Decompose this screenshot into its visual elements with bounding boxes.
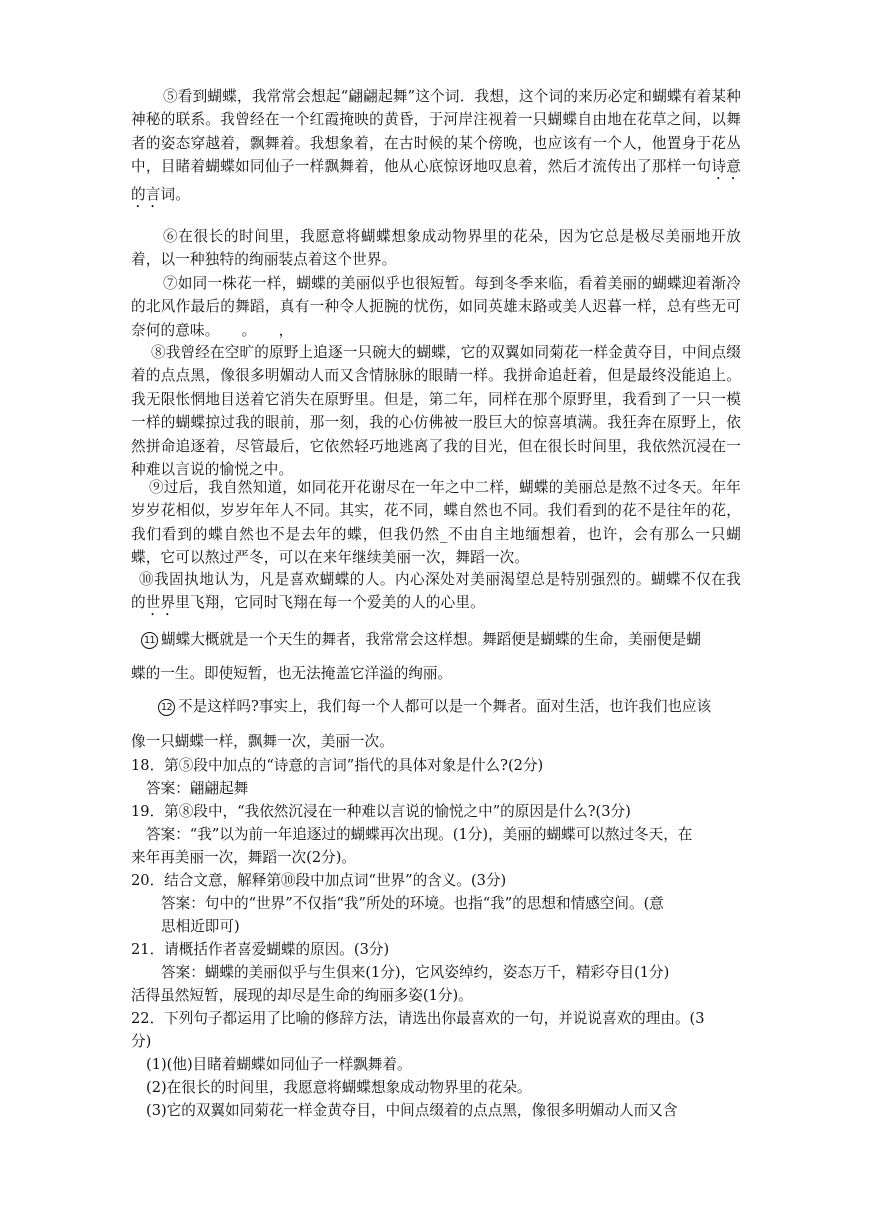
question-22-line-2: 分): [131, 1033, 152, 1050]
question-22-line-1: 22．下列句子都运用了比喻的修辞方法，请选出你最喜欢的一句，并说说喜欢的理由。(3: [131, 1010, 705, 1027]
paragraph-7: ⑦如同一株花一样，蝴蝶的美丽似乎也很短暂。每到冬季来临，看着美丽的蝴蝶迎着渐冷的北风作最后的舞蹈，真有一种令人扼腕的忧伤，如同英雄末路或美人迟暮一样，总有些无可奈何的意味。 。 ，: [131, 275, 741, 339]
emphasized-phrase-poetic-words: 诗意的言: [131, 158, 741, 204]
paragraph-12-line-1: [158, 697, 711, 717]
paragraph-9: ⑨过后，我自然知道，如同花开花谢尽在一年之中二样，蝴蝶的美丽总是熬不过冬天。年年岁岁花相似，岁岁年年人不同。其实，花不同，蝶自然也不同。我们看到的花不是往年的花，我们看到的蝶自然也不是去年的蝶，但我仍然_不由自主地缅想着，也许，会有那么一只蝴蝶，它可以熬过严冬，可以在来年继续美丽一次，舞蹈一次。: [131, 479, 741, 567]
answer-21-line-2: 活得虽然短暂，展现的却尽是生命的绚丽多姿(1分)。: [131, 987, 473, 1004]
paragraph-12-line-2: 像一只蝴蝶一样，飘舞一次，美丽一次。: [131, 733, 394, 750]
paragraph-10-tail: 里飞翔，它同时飞翔在每一个爱美的人的心里。: [175, 594, 485, 612]
question-22-option-3: (3)它的双翼如同菊花一样金黄夺目，中间点缀着的点点黑，像很多明媚动人而又含: [146, 1102, 678, 1119]
paragraph-5: [131, 85, 741, 211]
paragraph-11-line-1: [141, 630, 701, 650]
emphasized-word-world: 世界: [145, 594, 176, 612]
paragraph-6: ⑥在很长的时间里，我愿意将蝴蝶想象成动物界里的花朵，因为它总是极尽美丽地开放着，以一种独特的绚丽装点着这个世界。: [131, 228, 741, 269]
paragraph-10-text: ⑩我固执地认为，凡是喜欢蝴蝶的人。内心深处对美丽渴望总是特别强烈的。蝴蝶不仅在我的: [131, 571, 741, 612]
answer-19-line-1: 答案：“我”以为前一年追逐过的蝴蝶再次出现。(1分)，美丽的蝴蝶可以熬过冬天，在: [146, 826, 693, 843]
paragraph-10: [131, 568, 741, 619]
question-22-option-1: (1)(他)目睹着蝴蝶如同仙子一样飘舞着。: [146, 1056, 412, 1073]
paragraph-12-text: 不是这样吗?事实上，我们每一个人都可以是一个舞者。面对生活，也许我们也应该: [178, 698, 712, 715]
paragraph-11-text: 蝴蝶大概就是一个天生的舞者，我常常会这样想。舞蹈便是蝴蝶的生命，美丽便是蝴: [161, 631, 701, 648]
paragraph-5-tail: 词。: [160, 186, 190, 204]
answer-19-line-2: 来年再美丽一次，舞蹈一次(2分)。: [131, 849, 356, 866]
answer-21-line-1: 答案：蝴蝶的美丽似乎与生俱来(1分)，它风姿绰约，姿态万千，精彩夺目(1分): [161, 964, 670, 981]
answer-20-line-1: 答案：句中的“世界”不仅指“我”所处的环境。也指“我”的思想和情感空间。(意: [161, 895, 664, 912]
answer-18: 答案：翩翩起舞: [146, 780, 249, 797]
circled-number-11: 11: [141, 632, 158, 649]
question-21: 21．请概括作者喜爱蝴蝶的原因。(3分): [131, 941, 390, 958]
paragraph-11-line-2: 蝶的一生。即使短暂，也无法掩盖它洋溢的绚丽。: [131, 665, 453, 682]
answer-20-line-2: 思相近即可): [161, 918, 240, 935]
paragraph-5-text: ⑤看到蝴蝶，我常常会想起“翩翩起舞”这个词．我想，这个词的来历必定和蝴蝶有着某种神秘的联系。我曾经在一个红霞掩映的黄昏，于河岸注视着一只蝴蝶自由地在花草之间，以舞者的姿态穿越着，飘舞着。我想象着，在古时候的某个傍晚，也应该有一个人，他置身于花丛中，目睹着蝴蝶如同仙子一样飘舞着，他从心底惊讶地叹息着，然后才流传出了那样一句: [131, 88, 741, 176]
question-22-option-2: (2)在很长的时间里，我愿意将蝴蝶想象成动物界里的花朵。: [146, 1079, 532, 1096]
question-20: 20．结合文意，解释第⑩段中加点词“世界”的含义。(3分): [131, 872, 507, 889]
question-19: 19．第⑧段中，“我依然沉浸在一种难以言说的愉悦之中”的原因是什么?(3分): [131, 803, 631, 820]
paragraph-8: ⑧我曾经在空旷的原野上追逐一只碗大的蝴蝶，它的双翼如同菊花一样金黄夺目，中间点缀着的点点黑，像很多明媚动人而又含情脉脉的眼睛一样。我拼命追赶着，但是最终没能追上。我无限怅惘地目送着它消失在原野里。但是，第二年，同样在那个原野里，我看到了一只一模一样的蝴蝶掠过我的眼前，那一刻，我的心仿佛被一股巨大的惊喜填满。我狂奔在原野上，依然拼命追逐着，尽管最后，它依然轻巧地逃离了我的目光，但在很长时间里，我依然沉浸在一种难以言说的愉悦之中。: [131, 344, 741, 479]
circled-number-12: 12: [158, 699, 175, 716]
question-18: 18．第⑤段中加点的“诗意的言词”指代的具体对象是什么?(2分): [131, 757, 544, 774]
